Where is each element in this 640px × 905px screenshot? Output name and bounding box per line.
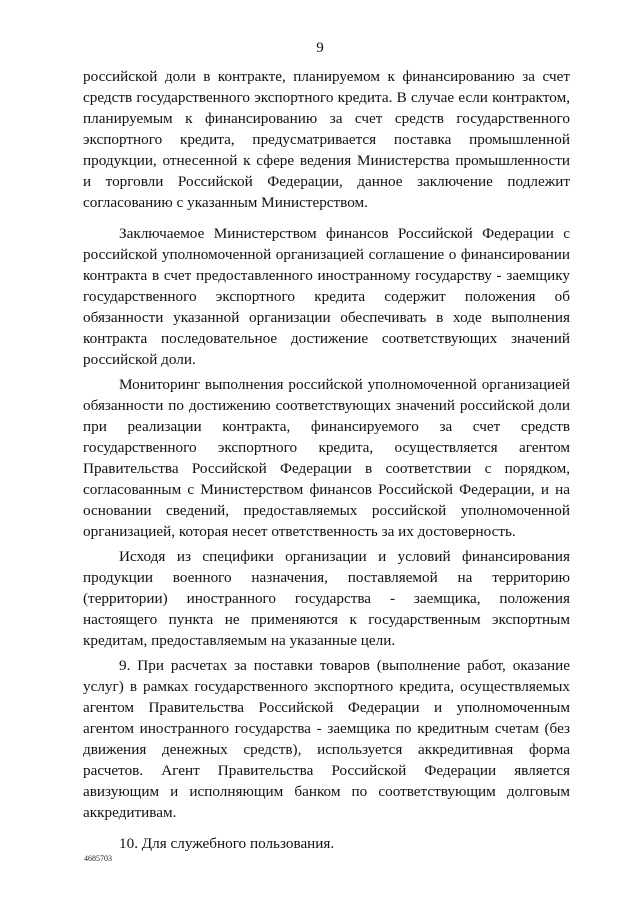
paragraph-item-10-restricted: 10. Для служебного пользования. bbox=[119, 835, 335, 852]
paragraph-financing-agreement: Заключаемое Министерством финансов Российской Федерации с российской уполномоченной организацией соглашение о финансировании контракта в счет предоставленного иностранному государству - заемщику государственного экспортного кредита содержит положения об обязанности указанной организации обеспечивать в ходе выполнения контракта последовательное достижение соответствующих значений российской доли. bbox=[83, 225, 570, 368]
document-body bbox=[83, 66, 570, 864]
document-id: 4685703 bbox=[84, 854, 112, 863]
page-number: 9 bbox=[316, 40, 324, 56]
paragraph-monitoring: Мониторинг выполнения российской уполномоченной организацией обязанности по достижению соответствующих значений российской доли при реализации контракта, финансируемого за счет средств государственного экспортного кредита, осуществляется агентом Правительства Российской Федерации в соответствии с порядком, согласованным с Министерством финансов Российской Федерации, и на основании сведений, предоставляемых российской уполномоченной организацией, которая несет ответственность за их достоверность. bbox=[83, 376, 570, 540]
paragraph-military-exception: Исходя из специфики организации и условий финансирования продукции военного назначения, поставляемой на территорию (территории) иностранного государства - заемщика, положения настоящего пункта не применяются к государственным экспортным кредитам, предоставляемым на указанные цели. bbox=[83, 548, 570, 649]
paragraph-russian-share-continuation: российской доли в контракте, планируемом к финансированию за счет средств государственного экспортного кредита. В случае если контрактом, планируемым к финансированию за счет средств государственного экспортного кредита, предусматривается поставка промышленной продукции, отнесенной к сфере ведения Министерства промышленности и торговли Российской Федерации, данное заключение подлежит согласованию с указанным Министерством. bbox=[83, 68, 570, 211]
paragraph-item-9-settlements: 9. При расчетах за поставки товаров (выполнение работ, оказание услуг) в рамках государственного экспортного кредита, осуществляемых агентом Правительства Российской Федерации и уполномоченным агентом иностранного государства - заемщика по кредитным счетам (без движения денежных средств), используется аккредитивная форма расчетов. Агент Правительства Российской Федерации является авизующим и исполняющим банком по соответствующим долговым аккредитивам. bbox=[83, 657, 570, 821]
